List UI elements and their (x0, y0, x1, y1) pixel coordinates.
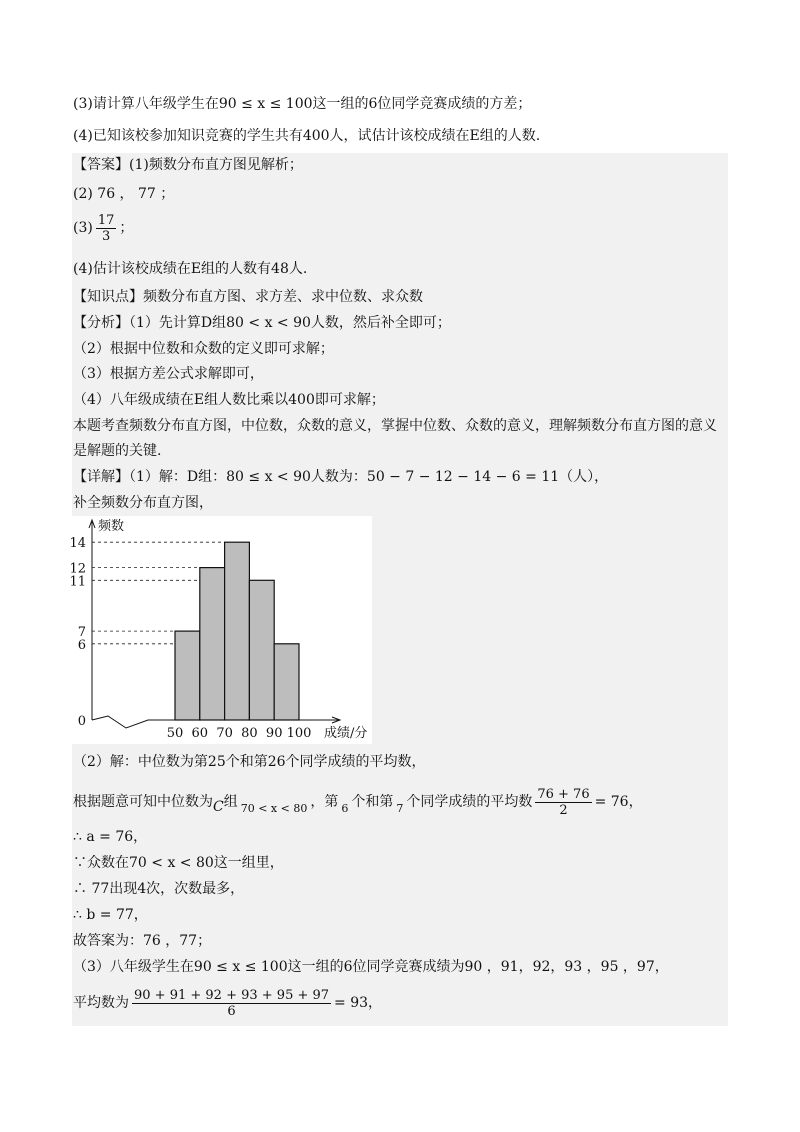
bar-50-60 (175, 631, 200, 720)
group-c-label: C (213, 799, 224, 815)
position-6: 6 (341, 802, 349, 815)
step-2-1: （2）解：中位数为第25个和第26个同学成绩的平均数， (73, 754, 426, 770)
detail-1: 【详解】（1）解：D组：80 ≤ x < 90人数为：50 − 7 − 12 − 14 − 6 = 11（人）， (73, 469, 609, 485)
median-denominator: 2 (559, 802, 568, 818)
y-tick-label-12: 12 (69, 561, 86, 577)
answer-2: (2) 76 ， 77 ； (73, 186, 175, 202)
y-tick-label-7: 7 (77, 625, 86, 641)
step-2-2-c1: ，第 (310, 794, 339, 810)
answer-1: 【答案】(1)频数分布直方图见解析； (73, 157, 303, 173)
mean-result: = 93， (334, 995, 383, 1011)
y-axis-label: 频数 (98, 519, 125, 534)
analysis-6: 是解题的关键. (73, 443, 162, 459)
y-tick-label-0: 0 (77, 714, 86, 729)
mean-denominator: 6 (227, 1003, 236, 1019)
answer-3-suffix: ； (119, 220, 134, 236)
y-tick-label-6: 6 (77, 637, 86, 653)
step-2-6: ∴ b = 77， (73, 907, 148, 923)
analysis-3: （3）根据方差公式求解即可， (73, 366, 264, 382)
y-tick-label-11: 11 (69, 574, 86, 590)
median-numerator: 76 + 76 (537, 786, 590, 802)
analysis-4: （4）八年级成绩在E组人数比乘以400即可求解； (73, 392, 385, 408)
answer-3-fraction (96, 213, 117, 244)
group-c-condition: 70 < x < 80 (240, 802, 308, 815)
x-tick-label-50: 50 (166, 726, 184, 741)
step-2-5: ∴ 77出现4次，次数最多， (73, 881, 245, 897)
bar-70-80 (225, 542, 250, 720)
step-2-2 (73, 785, 643, 820)
x-axis-label: 成绩/分 (324, 726, 368, 741)
bar-60-70 (200, 568, 225, 720)
position-7: 7 (396, 802, 404, 815)
median-fraction (535, 787, 591, 818)
median-result: = 76， (594, 794, 643, 810)
knowledge-points: 【知识点】频数分布直方图、求方差、求中位数、求众数 (73, 289, 423, 305)
step-3-2-a: 平均数为 (73, 995, 129, 1011)
analysis-5: 本题考查频数分布直方图，中位数，众数的意义，掌握中位数、众数的意义，理解频数分布直方图的意义 (73, 418, 717, 434)
histogram-svg (69, 516, 392, 744)
step-2-2-c3: 个同学成绩的平均数 (406, 794, 533, 810)
x-tick-label-60: 60 (191, 726, 209, 741)
step-2-4: ∵众数在70 < x < 80这一组里， (73, 855, 284, 871)
step-2-3: ∴ a = 76， (73, 829, 148, 845)
step-3-1: （3）八年级学生在90 ≤ x ≤ 100这一组的6位同学竞赛成绩为90 ，91，92，93 ，95 ，97， (73, 959, 669, 975)
step-2-2-c2: 个和第 (351, 794, 394, 810)
bar-80-90 (249, 580, 274, 720)
analysis-2: （2）根据中位数和众数的定义即可求解； (73, 341, 334, 357)
mean-fraction (132, 988, 331, 1019)
question-3: (3)请计算八年级学生在90 ≤ x ≤ 100这一组的6位同学竞赛成绩的方差； (73, 96, 532, 112)
x-tick-label-90: 90 (265, 726, 283, 741)
answer-3-numerator: 17 (97, 212, 115, 228)
x-tick-label-70: 70 (216, 726, 233, 741)
bar-90-100 (274, 644, 299, 720)
x-tick-label-100: 100 (286, 726, 312, 741)
y-tick-label-14: 14 (69, 536, 86, 552)
step-2-7: 故答案为：76 ，77； (73, 933, 212, 949)
step-3-2 (73, 986, 382, 1020)
mean-numerator: 90 + 91 + 92 + 93 + 95 + 97 (134, 987, 330, 1003)
histogram-chart (69, 516, 372, 744)
x-tick-label-80: 80 (241, 726, 258, 741)
answer-3-denominator: 3 (101, 228, 111, 244)
step-2-2-a: 根据题意可知中位数为 (73, 794, 213, 810)
answer-3 (73, 211, 133, 245)
analysis-1: 【分析】（1）先计算D组80 < x < 90人数，然后补全即可； (73, 315, 451, 331)
detail-2: 补全频数分布直方图， (73, 495, 213, 511)
answer-3-prefix: (3) (73, 220, 93, 236)
step-2-2-b: 组 (223, 794, 238, 810)
answer-4: (4)估计该校成绩在E组的人数有48人. (73, 261, 308, 277)
question-4: (4)已知该校参加知识竞赛的学生共有400人，试估计该校成绩在E组的人数. (73, 128, 541, 144)
